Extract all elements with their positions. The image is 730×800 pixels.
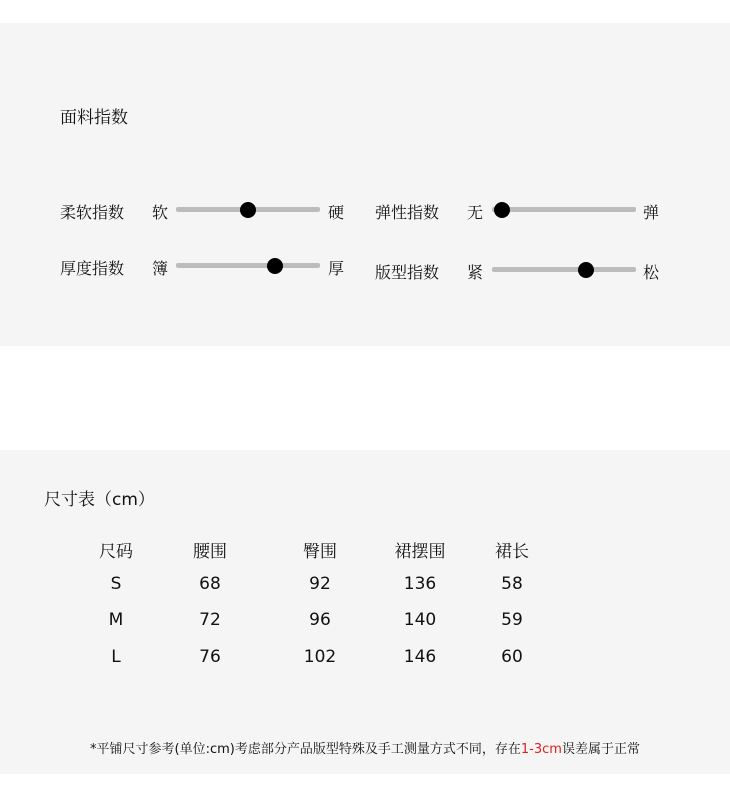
fabric-index-panel (0, 23, 730, 346)
size-table-title: 尺寸表（cm） (44, 490, 155, 510)
size-table-panel (0, 450, 730, 774)
thickness-knob (267, 258, 283, 274)
cell-length: 59 (501, 610, 523, 630)
fit-track (492, 267, 636, 272)
elasticity-knob (494, 202, 510, 218)
cell-waist: 76 (199, 647, 221, 667)
fit-left-label: 紧 (467, 263, 484, 282)
cell-hip: 92 (309, 574, 331, 594)
cell-size: M (108, 610, 124, 630)
elasticity-left-label: 无 (467, 203, 484, 222)
cell-waist: 72 (199, 610, 221, 630)
cell-hem: 136 (403, 574, 437, 594)
note-prefix: *平铺尺寸参考(单位:cm)考虑部分产品版型特殊及手工测量方式不同，存在 (90, 742, 521, 757)
note-suffix: 误差属于正常 (561, 742, 640, 757)
header-length: 裙长 (495, 542, 529, 562)
softness-left-label: 软 (152, 203, 169, 222)
cell-length: 60 (501, 647, 523, 667)
cell-hem: 140 (403, 610, 437, 630)
note-highlight: 1-3cm (520, 742, 562, 757)
thickness-label: 厚度指数 (60, 259, 125, 278)
cell-hem: 146 (403, 647, 437, 667)
fit-right-label: 松 (643, 263, 660, 282)
softness-knob (240, 202, 256, 218)
thickness-right-label: 厚 (328, 259, 345, 278)
header-size: 尺码 (99, 542, 133, 562)
elasticity-track (492, 207, 636, 212)
cell-size: S (110, 574, 122, 594)
header-hem: 裙摆围 (394, 542, 446, 562)
fit-label: 版型指数 (375, 263, 440, 282)
measurement-note (0, 738, 730, 757)
header-waist: 腰围 (193, 542, 227, 562)
thickness-track (176, 263, 320, 268)
fabric-index-title: 面料指数 (60, 108, 128, 128)
cell-hip: 96 (309, 610, 331, 630)
fit-knob (578, 262, 594, 278)
cell-waist: 68 (199, 574, 221, 594)
header-hip: 臀围 (303, 542, 337, 562)
cell-size: L (111, 647, 121, 667)
thickness-left-label: 簿 (152, 259, 169, 278)
elasticity-right-label: 弹 (643, 203, 660, 222)
cell-hip: 102 (303, 647, 337, 667)
elasticity-label: 弹性指数 (375, 203, 440, 222)
softness-label: 柔软指数 (60, 203, 125, 222)
softness-right-label: 硬 (328, 203, 345, 222)
cell-length: 58 (501, 574, 523, 594)
